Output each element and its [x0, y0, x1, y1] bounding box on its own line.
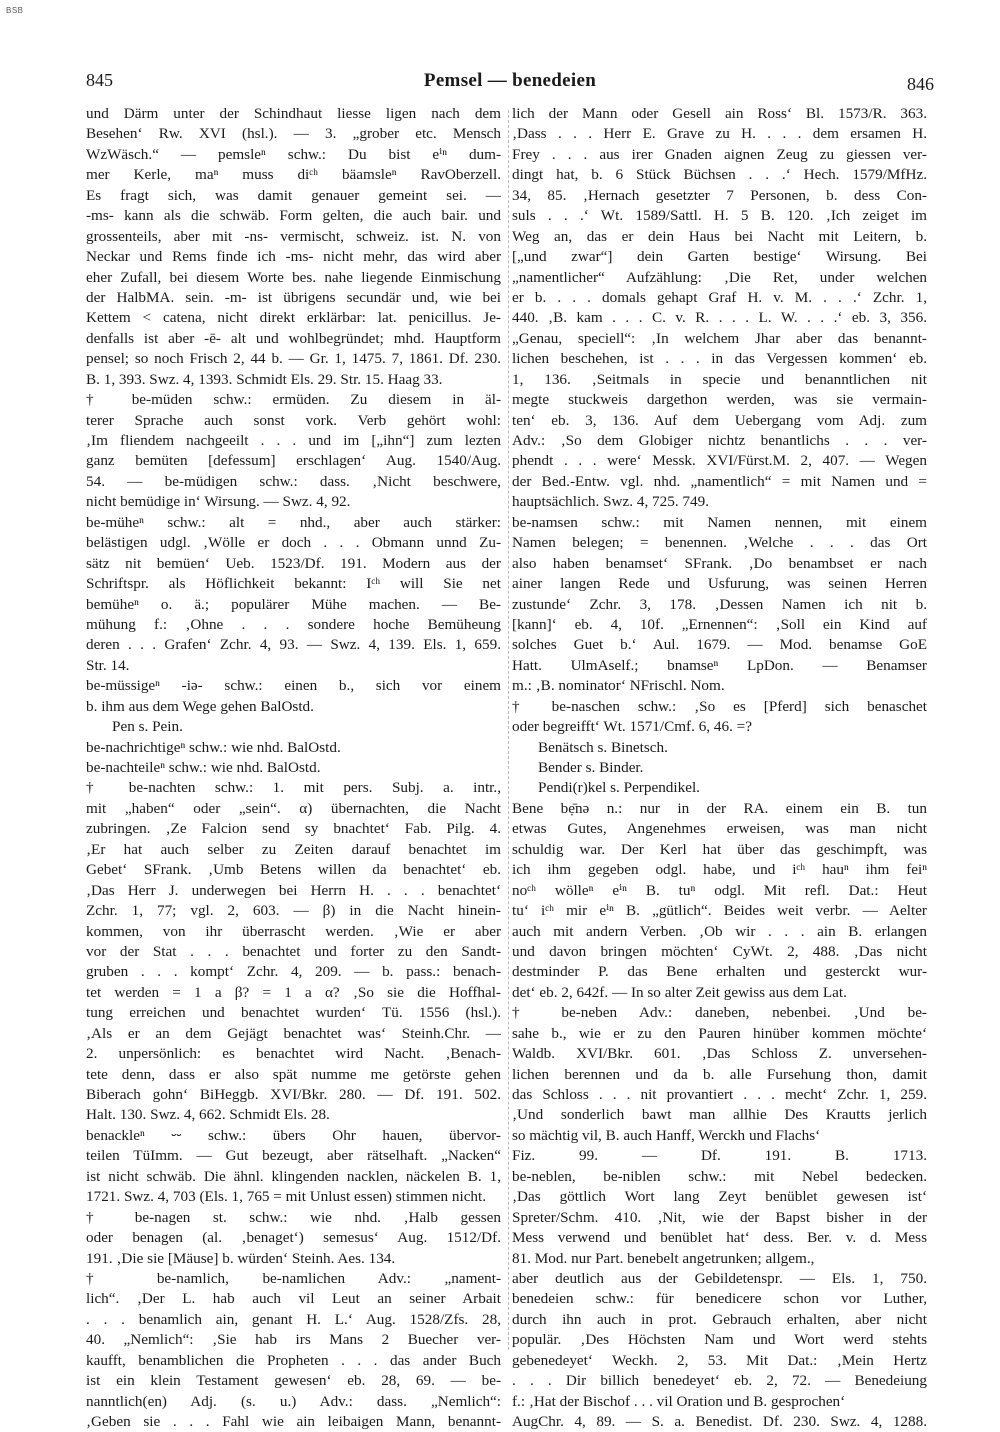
text-line: so mächtig vil, B. auch Hanff, Werckh und Flachs‘: [512, 1126, 821, 1144]
text-line: ten‘ eb. 3, 136. Auf dem Uebergang vom Adj. zum: [512, 411, 927, 429]
text-line: Schriftspr. als Höflichkeit bekannt: Iᶜʰ will Sie net: [86, 575, 501, 593]
text-line: † be-naschen schw.: ‚So es [Pferd] sich benaschet: [512, 697, 927, 715]
text-line: Kettem < catena, nicht direkt erklärbar: lat. penicillus. Je-: [86, 309, 501, 327]
text-line: Zchr. 1, 77; vgl. 2, 603. — β) in die Nacht hinein-: [86, 902, 501, 920]
text-line: Gebet‘ SFrank. ‚Umb Betens willen da benachtet‘ eb.: [86, 861, 501, 879]
text-line: lichen berennen und da b. alle Fursehung thon, damit: [512, 1065, 927, 1083]
text-line: gebenedeyet‘ Weckh. 2, 53. Mit Dat.: ‚Mein Hertz: [512, 1351, 927, 1369]
text-line: gruben . . . kompt‘ Zchr. 4, 209. — b. pass.: benach-: [86, 963, 501, 981]
text-line: Neckar und Rems finde ich -ms- nicht mehr, das wird aber: [86, 248, 501, 266]
text-line: . . . Dir billich benedeyet‘ eb. 2, 72. — Benedeiung: [512, 1372, 927, 1390]
text-line: und davon bringen möchten‘ CyWt. 2, 488. ‚Das nicht: [512, 942, 927, 960]
text-line: ganz bemüten [defessum] erschlagen‘ Aug. 1540/Aug.: [86, 452, 501, 470]
text-line: eher Zufall, bei diesem Worte bes. nahe liegende Einmischung: [86, 268, 501, 286]
text-line: 440. ‚B. kam . . . C. v. R. . . . L. W. . . .‘ eb. 3, 356.: [512, 309, 927, 327]
text-line: † be-neben Adv.: daneben, nebenbei. ‚Und be-: [512, 1004, 927, 1022]
text-line: tete denn, dass er also spät numme me getörste gehen: [86, 1065, 501, 1083]
text-line: oder begreifft‘ Wt. 1571/Cmf. 6, 46. =?: [512, 718, 752, 736]
right-page-number: 846: [907, 74, 934, 94]
text-line: . . . benamlich ain, genant H. L.‘ Aug. 1528/Zfs. 28,: [86, 1310, 501, 1328]
right-column: [512, 104, 927, 1432]
text-line: nanntlich(en) Adj. (s. u.) Adv.: dass. „Nemlich“:: [86, 1392, 501, 1410]
library-stamp: BSB: [6, 6, 24, 15]
left-column: [86, 104, 501, 1432]
text-line: durch ihn auch in prot. Gebrauch erhalten, aber nicht: [512, 1310, 927, 1328]
text-line: ainer langen Rede und Usfurung, was seinen Herren: [512, 575, 927, 593]
text-line: Adv.: ‚So dem Globiger nichtz benantlichs . . . ver-: [512, 432, 927, 449]
text-line: „Genau, speciell“: ‚In welchem Jhar aber das benannt-: [512, 329, 927, 347]
text-line: aber deutlich aus der Gebildetenspr. — Els. 1, 750.: [512, 1269, 927, 1287]
text-line: Benätsch s. Binetsch.: [538, 738, 668, 756]
text-line: noᶜʰ wölleⁿ eⁱⁿ B. tuⁿ odgl. Mit refl. Dat.: Heut: [512, 881, 927, 899]
text-line: Besehen‘ Rw. XVI (hsl.). — 3. „grober etc. Mensch: [86, 125, 501, 143]
text-line: Biberach gohn‘ BiHeggb. XVI/Bkr. 280. — Df. 191. 502.: [86, 1086, 501, 1103]
text-line: 191. ‚Die sie [Mäuse] b. würden‘ Steinh. Aes. 134.: [86, 1249, 396, 1267]
text-line: be-neblen, be-niblen schw.: mit Nebel bedecken.: [512, 1167, 927, 1185]
text-line: Bender s. Binder.: [538, 759, 644, 776]
text-line: sätz nit bemüen‘ Ueb. 1523/Df. 191. Modern aus der: [86, 554, 501, 572]
text-line: ist nicht schwäb. Die ähnl. klingenden nacklen, näckelen B. 1,: [86, 1167, 501, 1185]
text-line: 34, 85. ‚Hernach gesetzter 7 Personen, b. dess Con-: [512, 186, 927, 204]
text-line: [„und zwar“] dein Garten bestige‘ Wirsung. Bei: [512, 248, 927, 266]
text-line: Fiz. 99. — Df. 191. B. 1713.: [512, 1147, 927, 1165]
text-line: phendt . . . were‘ Messk. XVI/Fürst.M. 2, 407. — Wegen: [512, 452, 927, 470]
text-line: oder benagen (al. ‚benaget‘) semesus‘ Aug. 1512/Df.: [86, 1229, 501, 1247]
text-line: der Bed.-Entw. vgl. nhd. „namentlich“ = mit Namen und =: [512, 472, 927, 490]
text-line: be-nachrichtigeⁿ schw.: wie nhd. BalOstd.: [86, 738, 341, 756]
text-line: tet werden = 1 a β? = 1 a α? ‚So sie die Hoffhal-: [86, 983, 501, 1001]
text-line: be-müheⁿ schw.: alt = nhd., aber auch stärker:: [86, 513, 501, 531]
text-line: lich der Mann oder Gesell ain Ross‘ Bl. 1573/R. 363.: [512, 105, 927, 122]
text-line: Weg an, das er dein Haus bei Nacht mit Leitern, b.: [512, 227, 927, 245]
text-line: nicht bemüdige in‘ Wirsung. — Swz. 4, 92.: [86, 493, 351, 511]
text-line: [kann]‘ eb. 4, 10f. „Ernennen“: ‚Soll ein Kind auf: [512, 615, 927, 633]
text-line: b. ihm aus dem Wege gehen BalOstd.: [86, 697, 314, 715]
text-line: und Därm unter der Schindhaut liesse ligen nach dem: [86, 105, 501, 122]
text-line: terer Sprache auch sonst vork. Verb gehört wohl:: [86, 411, 501, 429]
text-line: bemüheⁿ o. ä.; populärer Mühe machen. — Be-: [86, 595, 501, 613]
text-line: 1721. Swz. 4, 703 (Els. 1, 765 = mit Unlust essen) stimmen nicht.: [86, 1188, 487, 1206]
text-line: ‚Geben sie . . . Fahl wie ain leibaigen Mann, benannt-: [86, 1413, 501, 1430]
text-line: Spreter/Schm. 410. ‚Nit, wie der Bapst bisher in der: [512, 1208, 927, 1226]
text-line: vor der Stat . . . benachtet und forter zu den Sandt-: [86, 942, 501, 960]
text-line: Frey . . . aus irer Gnaden aignen Zeug zu giessen ver-: [512, 145, 927, 163]
text-line: tung erreichen und benachtet wurden‘ Tü. 1556 (hsl.).: [86, 1004, 501, 1022]
text-line: Bene bẹ̄nə n.: nur in der RA. einem ein B. tun: [512, 799, 927, 817]
text-line: Namen belegen; = benennen. ‚Welche . . . das Ort: [512, 534, 927, 552]
text-line: pensel; so noch Frisch 2, 44 b. — Gr. 1, 1475. 7, 1861. Df. 230.: [86, 350, 501, 368]
text-line: dingt hat, b. 6 Stück Büchsen . . .‘ Hech. 1579/MfHz.: [512, 166, 927, 184]
text-line: lichen beschehen, ist . . . in das Vergessen kommen‘ eb.: [512, 350, 927, 368]
text-line: † be-nagen st. schw.: wie nhd. ‚Halb gessen: [86, 1208, 501, 1226]
text-line: etwas Gutes, Angenehmes erweisen, was man nicht: [512, 820, 927, 838]
text-line: ‚Und sonderlich bawt man allhie Des Krautts jerlich: [512, 1106, 927, 1124]
text-line: AugChr. 4, 89. — S. a. Benedist. Df. 230. Swz. 4, 1288.: [512, 1413, 927, 1430]
text-line: auch mit andern Verben. ‚Ob wir . . . ain B. erlangen: [512, 922, 927, 940]
text-line: Hatt. UlmAself.; bnamseⁿ LpDon. — Benamser: [512, 656, 927, 674]
text-line: destminder P. das Bene erhalten und gesterckt wur-: [512, 963, 927, 981]
text-line: benedeien schw.: für benedicere schon vor Luther,: [512, 1290, 927, 1308]
text-line: hauptsächlich. Swz. 4, 725. 749.: [512, 493, 709, 511]
text-line: 2. unpersönlich: es benachtet wird Nacht. ‚Benach-: [86, 1045, 501, 1063]
text-line: Pendi(r)kel s. Perpendikel.: [538, 779, 700, 797]
text-line: zubringen. ‚Ze Falcion send sy bnachtet‘ Fab. Pilg. 4.: [86, 820, 501, 838]
text-line: megte stuckweis dargethon werden, was sie vermain-: [512, 391, 927, 409]
text-line: teilen TüImm. — Gut bezeugt, aber rätselhaft. „Nacken“: [86, 1147, 501, 1165]
text-line: solches Guet b.‘ Aul. 1679. — Mod. benamse GoE: [512, 636, 927, 654]
text-line: deren . . . Grafen‘ Zchr. 4, 93. — Swz. 4, 139. Els. 1, 659.: [86, 636, 501, 654]
text-line: das Schloss . . . nit provantiert . . . mecht‘ Zchr. 1, 259.: [512, 1086, 927, 1103]
text-line: „namentlicher“ Aufzählung: ‚Die Ret, under welchen: [512, 268, 927, 286]
text-line: Mess verwend und benüblet hat‘ dess. Ber. v. d. Mess: [512, 1229, 927, 1247]
text-line: kommen, von ihr überrascht werden. ‚Wie er aber: [86, 922, 501, 940]
text-line: Es fragt sich, was damit genauer gemeint sei. —: [86, 186, 501, 204]
text-line: zustunde‘ Zchr. 3, 178. ‚Dessen Namen ich nit b.: [512, 595, 927, 613]
text-line: 81. Mod. nur Part. benebelt angetrunken; allgem.,: [512, 1249, 815, 1267]
page-header: [86, 64, 934, 92]
text-line: sahe b., wie er zu den Pauren hinüber kommen möchte‘: [512, 1024, 927, 1042]
text-line: ich ihm gegeben odgl. habe, und iᶜʰ hauⁿ ihm feiⁿ: [512, 861, 927, 879]
text-line: populär. ‚Des Höchsten Nam und Wort werd stehts: [512, 1331, 927, 1349]
text-line: f.: ‚Hat der Bischof . . . vil Oration und B. gesprochen‘: [512, 1392, 846, 1410]
text-line: ‚Das göttlich Wort lang Zeyt benüblet gewesen ist‘: [512, 1188, 927, 1206]
left-page-number: 845: [86, 70, 113, 90]
text-line: WzWäsch.“ — pemsleⁿ schw.: Du bist eⁱⁿ dum-: [86, 145, 501, 163]
text-line: ‚Er hat auch selber zu Zeiten darauf benachtet im: [86, 840, 501, 858]
text-line: ‚Als er an dem Gejägt benachtet was‘ Steinh.Chr. —: [86, 1024, 501, 1042]
text-line: ‚Im fliendem nachgeeilt . . . und im [„ihn“] zum lezten: [86, 432, 501, 449]
text-line: der HalbMA. sein. -m- ist übrigens secundär und, wie bei: [86, 288, 501, 306]
text-line: m.: ‚B. nominator‘ NFrischl. Nom.: [512, 677, 725, 695]
text-line: det‘ eb. 2, 642f. — In so alter Zeit gewiss aus dem Lat.: [512, 983, 847, 1001]
text-line: B. 1, 393. Swz. 4, 1393. Schmidt Els. 29. Str. 15. Haag 33.: [86, 370, 443, 388]
text-line: mit „haben“ oder „sein“. α) übernachten, die Nacht: [86, 799, 501, 817]
text-line: Waldb. XVI/Bkr. 601. ‚Das Schloss Z. unversehen-: [512, 1045, 927, 1063]
text-line: † be-nachten schw.: 1. mit pers. Subj. a. intr.,: [86, 779, 501, 797]
text-line: also haben benamset‘ SFrank. ‚Do benambset er nach: [512, 554, 927, 572]
text-line: mer Kerle, maⁿ muss diᶜʰ bäamsleⁿ RavOberzell.: [86, 166, 501, 184]
text-line: belästigen udgl. ‚Wölle er doch . . . Obmann unnd Zu-: [86, 534, 501, 552]
text-line: 54. — be-müdigen schw.: dass. ‚Nicht beschwere,: [86, 472, 501, 490]
text-line: ‚Das Herr J. underwegen bei Herrn H. . . . benachtet‘: [86, 881, 501, 899]
text-line: grossenteils, aber mit -ns- vermischt, schweiz. ist. N. von: [86, 227, 501, 245]
text-line: -ms- kann als die schwäb. Form gelten, die auch bair. und: [86, 207, 501, 225]
text-line: tu‘ iᶜʰ mir eⁱⁿ B. „gütlich“. Beides weit verbr. — Aelter: [512, 902, 927, 920]
text-line: benackleⁿ ⏑⏑ schw.: übers Ohr hauen, übervor-: [86, 1126, 501, 1144]
text-line: suls . . .‘ Wt. 1589/Sattl. H. 5 B. 120. ‚Ich zeiget im: [512, 207, 927, 225]
text-line: ist ein klein Testament gewesen‘ eb. 28, 69. — be-: [86, 1372, 501, 1390]
running-title: Pemsel — benedeien: [423, 70, 597, 91]
text-line: † be-namlich, be-namlichen Adv.: „nament-: [86, 1269, 501, 1287]
text-line: denfalls ist aber -ē- alt und wohlbegründet; mhd. Hauptform: [86, 329, 501, 347]
text-line: be-nachteileⁿ schw.: wie nhd. BalOstd.: [86, 759, 321, 776]
text-line: er b. . . . domals gehapt Graf H. v. M. . . .‘ Zchr. 1,: [512, 288, 927, 306]
text-line: kaufft, benamblichen die Propheten . . . das ander Buch: [86, 1351, 501, 1369]
text-line: lich“. ‚Der L. hab auch vil Leut an seiner Arbait: [86, 1290, 501, 1308]
text-line: † be-müden schw.: ermüden. Zu diesem in äl-: [86, 391, 501, 409]
text-line: schuldig war. Der Kerl hat über das geschimpft, was: [512, 840, 927, 858]
text-line: be-namsen schw.: mit Namen nennen, mit einem: [512, 513, 927, 531]
text-line: mühung f.: ‚Ohne . . . sondere hoche Bemüheung: [86, 615, 501, 633]
text-line: ‚Dass . . . Herr E. Grave zu H. . . . dem ersamen H.: [512, 125, 927, 143]
text-line: be-müssigeⁿ -iə- schw.: einen b., sich vor einem: [86, 677, 501, 695]
text-line: Halt. 130. Swz. 4, 662. Schmidt Els. 28.: [86, 1106, 330, 1124]
column-divider: [508, 110, 509, 1350]
text-line: Pen s. Pein.: [112, 718, 183, 736]
text-line: 40. „Nemlich“: ‚Sie hab irs Mans 2 Buecher ver-: [86, 1331, 501, 1349]
text-line: 1, 136. ‚Seitmals in specie und benanntlichen nit: [512, 370, 927, 388]
text-line: Str. 14.: [86, 656, 130, 674]
